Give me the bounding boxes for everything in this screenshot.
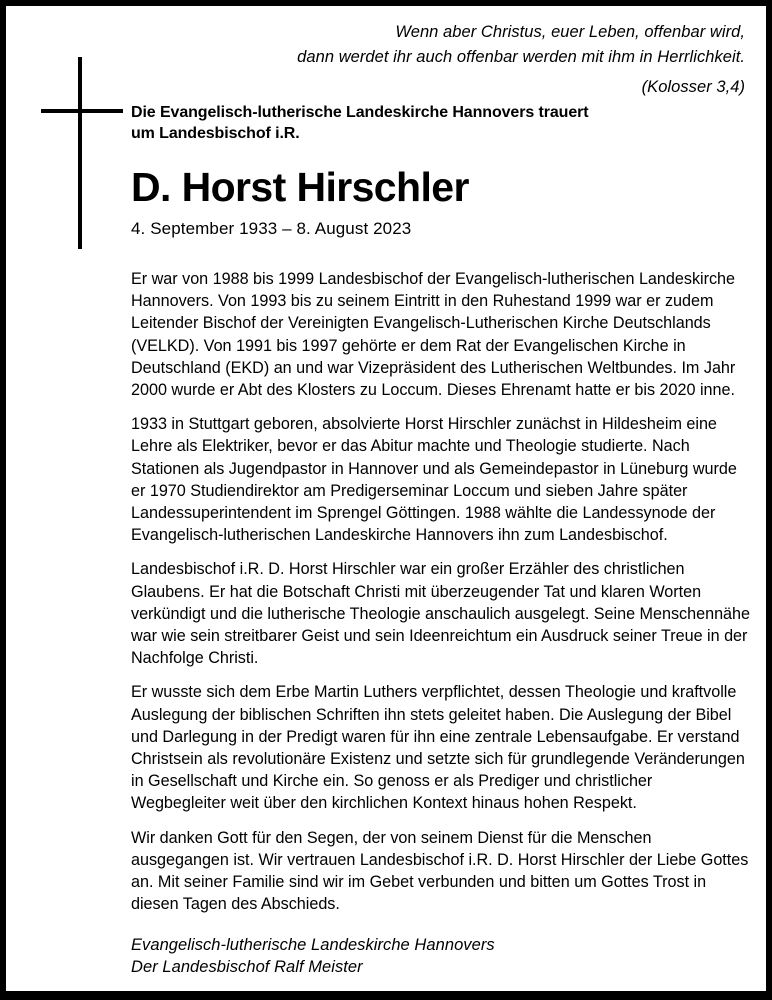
obituary-paragraph: Er wusste sich dem Erbe Martin Luthers verpflichtet, dessen Theologie und kraftvolle Auslegung der biblischen Schriften ihn stets geleitet haben. Die Auslegung der Bibel und Darlegung in der Predigt waren für ihn eine zentrale Lebensaufgabe. Er verstand Christsein als revolutionäre Existenz und setzte sich für grundlegende Veränderungen in Gesellschaft und Kirche ein. So genoss er als Prediger und christlicher Wegbegleiter weit über den kirchlichen Kontext hinaus hohen Respekt. [131, 683, 745, 813]
epigraph-line-2: dann werdet ihr auch offenbar werden mit ihm in Herrlichkeit. [297, 48, 745, 66]
signature-organization: Evangelisch-lutherische Landeskirche Hannovers [131, 936, 495, 954]
obituary-paragraph: Er war von 1988 bis 1999 Landesbischof der Evangelisch-lutherischen Landeskirche Hannovers. Von 1993 bis zu seinem Eintritt in den Ruhestand 1999 war er zudem Leitender Bischof der Vereinigten Evangelisch-Lutherischen Kirche Deutschlands (VELKD). Von 1991 bis 1997 gehörte er dem Rat der Evangelischen Kirche in Deutschland (EKD) an und war Vizepräsident des Lutherischen Weltbundes. Im Jahr 2000 wurde er Abt des Klosters zu Loccum. Dieses Ehrenamt hatte er bis 2020 inne. [131, 270, 736, 400]
cross-horizontal-bar [41, 109, 123, 113]
epigraph [206, 20, 745, 100]
cross-vertical-bar [78, 57, 82, 249]
signature-block [131, 934, 750, 978]
epigraph-source: (Kolosser 3,4) [641, 78, 745, 96]
obituary-paragraph: Wir danken Gott für den Segen, der von seinem Dienst für die Menschen ausgegangen ist. Wir vertrauen Landesbischof i.R. D. Horst Hirschler der Liebe Gottes an. Mit seiner Familie sind wir im Gebet verbunden und bitten um Gottes Trost in diesen Tagen des Abschieds. [131, 828, 749, 914]
notice-content [6, 6, 766, 991]
obituary-body [131, 268, 750, 915]
notice-header [131, 102, 746, 240]
obituary-paragraph: 1933 in Stuttgart geboren, absolvierte Horst Hirschler zunächst in Hildesheim eine Lehre als Elektriker, bevor er das Abitur machte und Theologie studierte. Nach Stationen als Jugendpastor in Hannover und als Gemeindepastor in Lüneburg wurde er 1970 Studiendirektor am Predigerseminar Loccum und sieben Jahre später Landessuperintendent im Sprengel Göttingen. 1988 wählte die Landessynode der Evangelisch-lutherischen Landeskirche Hannovers ihn zum Landesbischof. [131, 415, 737, 545]
mourning-statement-line-1: Die Evangelisch-lutherische Landeskirche Hannovers trauert [131, 104, 589, 121]
mourning-statement [131, 102, 746, 144]
mourning-statement-line-2: um Landesbischof i.R. [131, 125, 300, 142]
epigraph-line-1: Wenn aber Christus, euer Leben, offenbar wird, [395, 23, 745, 41]
deceased-name: D. Horst Hirschler [131, 164, 469, 210]
christian-cross-icon [35, 51, 127, 251]
signature-signatory: Der Landesbischof Ralf Meister [131, 958, 363, 976]
obituary-paragraph: Landesbischof i.R. D. Horst Hirschler war ein großer Erzähler des christlichen Glaubens. Er hat die Botschaft Christi mit überzeugender Tat und klaren Worten verkündigt und die lutherische Theologie anschaulich ausgelegt. Seine Menschennähe war wie sein streitbarer Geist und sein Ideenreichtum ein Ausdruck seiner Treue in der Nachfolge Christi. [131, 560, 751, 668]
life-dates: 4. September 1933 – 8. August 2023 [131, 219, 412, 238]
